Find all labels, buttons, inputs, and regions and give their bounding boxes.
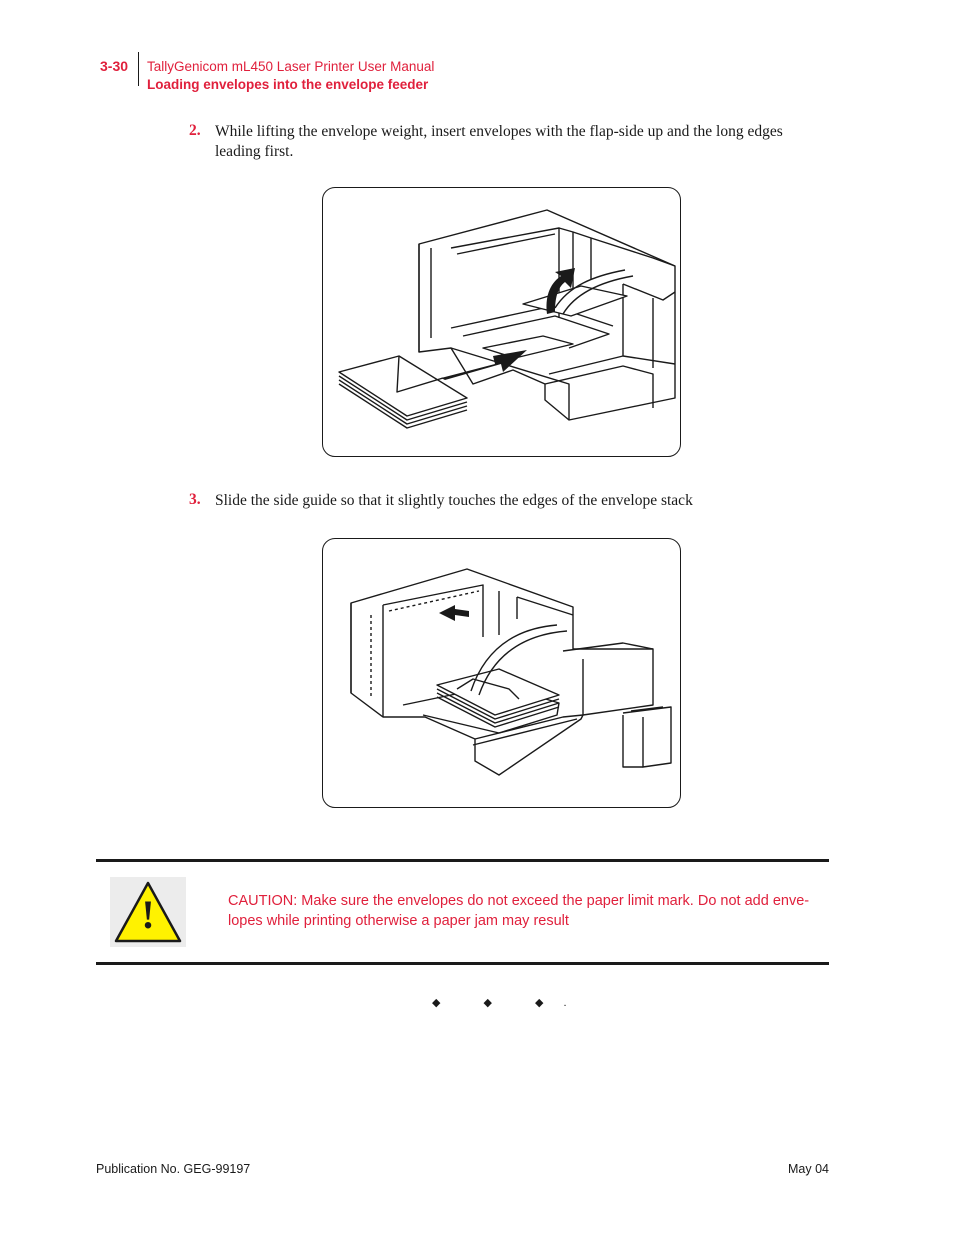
manual-title: TallyGenicom mL450 Laser Printer User Manual [147,59,435,74]
envelope-feeder-illustration-1 [323,188,680,456]
section-title: Loading envelopes into the envelope feeder [147,77,429,92]
figure-slide-side-guide [322,538,681,808]
page-number: 3-30 [100,58,129,74]
caution-line2: lopes while printing otherwise a paper jam may result [228,913,569,929]
step-3-text: Slide the side guide so that it slightly touches the edges of the envelope stack [215,492,693,509]
caution-line1: CAUTION: Make sure the envelopes do not exceed the paper limit mark. Do not add enve- [228,893,810,909]
caution-text [228,891,828,931]
warning-exclamation: ! [141,892,155,937]
step-3-number: 3. [189,491,201,508]
figure-insert-envelopes [322,187,681,457]
header-divider [138,52,139,86]
publication-date: May 04 [788,1162,829,1176]
caution-icon-box [110,877,186,947]
step-2-text-line1: While lifting the envelope weight, insert envelopes with the flap-side up and the long edges [215,123,783,140]
step-2-text-line2: leading first. [215,143,294,160]
envelope-feeder-illustration-2 [323,539,680,807]
publication-number: Publication No. GEG-99197 [96,1162,251,1176]
step-2-number: 2. [189,122,201,139]
end-of-section-marks: ◆ ◆ ◆. [432,997,587,1009]
caution-bottom-rule [96,962,829,965]
caution-top-rule [96,859,829,862]
